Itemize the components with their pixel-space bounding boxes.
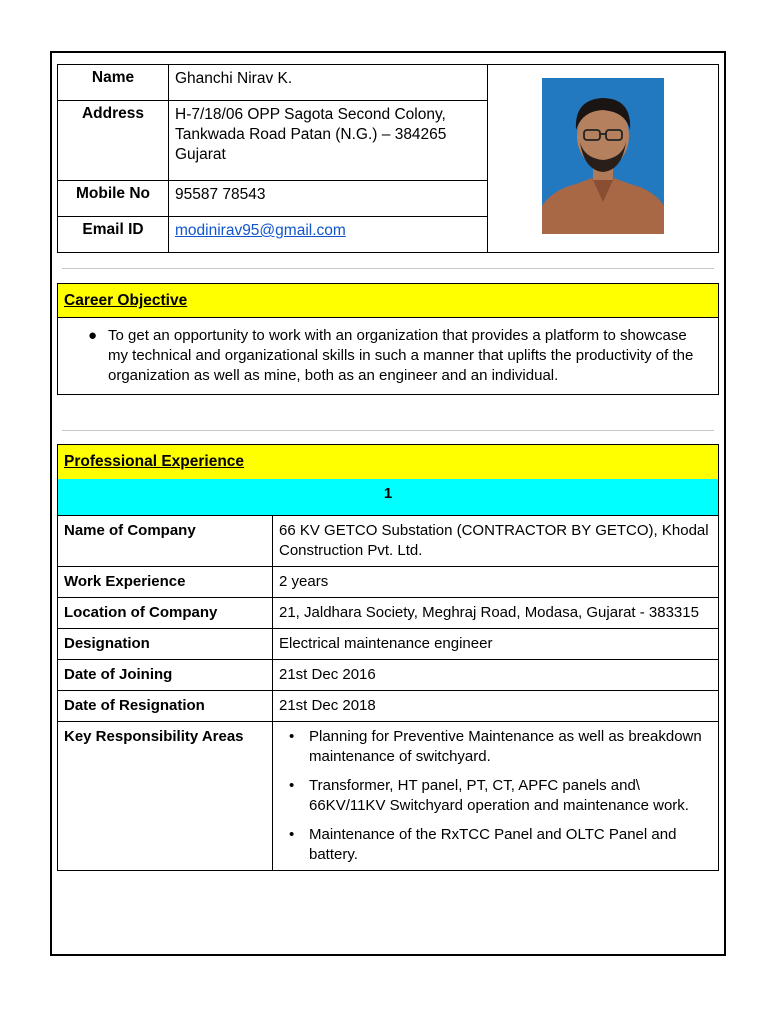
professional-experience-section bbox=[57, 444, 719, 871]
address-value: H-7/18/06 OPP Sagota Second Colony, Tankwada Road Patan (N.G.) – 384265 Gujarat bbox=[169, 101, 488, 181]
kra-list bbox=[279, 727, 712, 865]
row-value: 21, Jaldhara Society, Meghraj Road, Modasa, Gujarat - 383315 bbox=[273, 598, 719, 629]
address-label: Address bbox=[58, 101, 169, 181]
experience-number: 1 bbox=[58, 479, 718, 516]
divider bbox=[62, 268, 714, 269]
table-row bbox=[58, 691, 718, 722]
list-item: • Transformer, HT panel, PT, CT, APFC panels and\ 66KV/11KV Switchyard operation and maintenance work. bbox=[279, 776, 712, 816]
kra-label: Key Responsibility Areas bbox=[58, 722, 273, 871]
list-item: • Maintenance of the RxTCC Panel and OLTC Panel and battery. bbox=[279, 825, 712, 865]
row-label: Designation bbox=[58, 629, 273, 660]
email-cell bbox=[169, 217, 488, 253]
row-label: Name of Company bbox=[58, 516, 273, 567]
divider bbox=[62, 430, 714, 431]
experience-number-row bbox=[58, 479, 718, 516]
email-label: Email ID bbox=[58, 217, 169, 253]
profile-photo bbox=[542, 78, 664, 234]
career-objective-text: To get an opportunity to work with an organization that provides a platform to showcase my technical and organizational skills in such a manner that uplifts the productivity of the organization as well as mine, both as an engineer and an individual. bbox=[108, 327, 694, 384]
career-objective-heading: Career Objective bbox=[58, 284, 718, 318]
personal-info-table bbox=[57, 64, 719, 253]
name-label: Name bbox=[58, 65, 169, 101]
table-row bbox=[58, 567, 718, 598]
professional-experience-heading: Professional Experience bbox=[58, 445, 718, 479]
email-link[interactable]: modinirav95@gmail.com bbox=[175, 222, 346, 239]
row-value: 21st Dec 2016 bbox=[273, 660, 719, 691]
career-objective-section bbox=[57, 283, 719, 395]
name-value: Ghanchi Nirav K. bbox=[169, 65, 488, 101]
row-value: 66 KV GETCO Substation (CONTRACTOR BY GETCO), Khodal Construction Pvt. Ltd. bbox=[273, 516, 719, 567]
bullet-icon: ● bbox=[88, 327, 98, 344]
row-label: Date of Resignation bbox=[58, 691, 273, 722]
table-row bbox=[58, 516, 718, 567]
mobile-value: 95587 78543 bbox=[169, 181, 488, 217]
table-row bbox=[58, 598, 718, 629]
photo-cell bbox=[488, 65, 719, 253]
row-value: 2 years bbox=[273, 567, 719, 598]
row-label: Location of Company bbox=[58, 598, 273, 629]
table-row bbox=[58, 629, 718, 660]
list-item: • Planning for Preventive Maintenance as well as breakdown maintenance of switchyard. bbox=[279, 727, 712, 767]
row-value: Electrical maintenance engineer bbox=[273, 629, 719, 660]
experience-table bbox=[58, 479, 718, 870]
row-label: Work Experience bbox=[58, 567, 273, 598]
mobile-label: Mobile No bbox=[58, 181, 169, 217]
kra-value bbox=[273, 722, 719, 871]
table-row bbox=[58, 660, 718, 691]
career-objective-body bbox=[58, 318, 718, 394]
table-row bbox=[58, 722, 718, 871]
row-value: 21st Dec 2018 bbox=[273, 691, 719, 722]
row-label: Date of Joining bbox=[58, 660, 273, 691]
